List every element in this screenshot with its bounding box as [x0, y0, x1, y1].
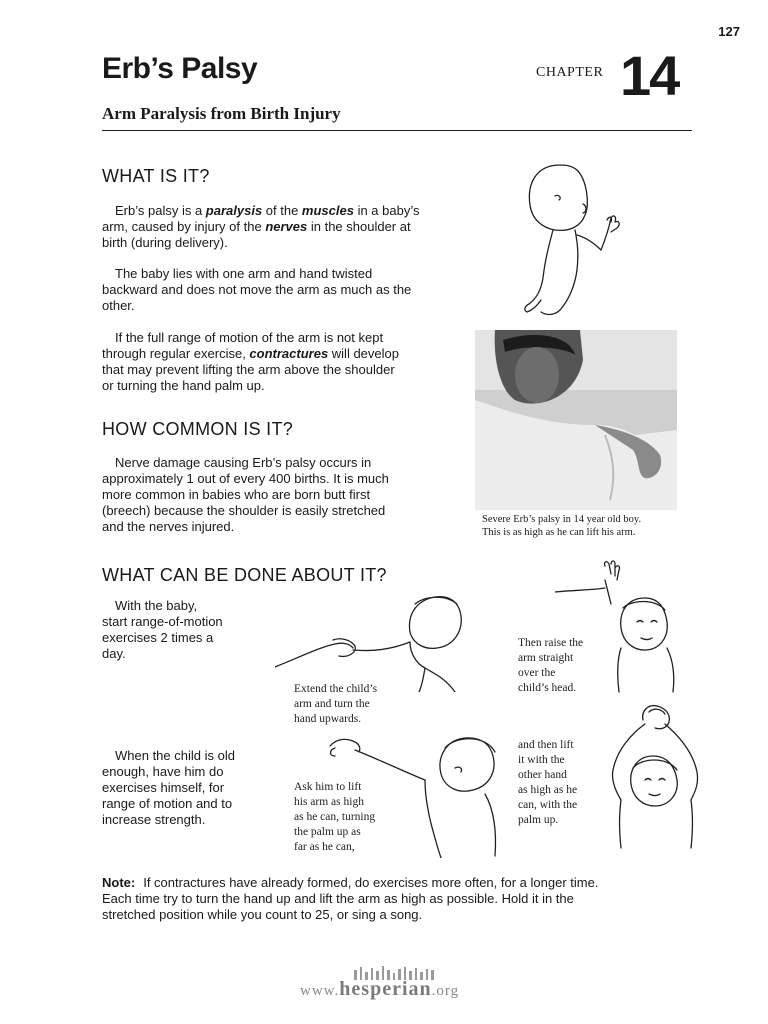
chapter-subtitle: Arm Paralysis from Birth Injury	[102, 104, 341, 123]
baby-illustration	[515, 160, 630, 320]
caption-raise: Then raise the arm straight over the child’s head.	[518, 637, 584, 694]
chapter-title: Erb’s Palsy	[102, 52, 258, 85]
header-divider	[102, 130, 692, 131]
paragraph-definition: Erb’s palsy is a paralysis of the muscles in a baby’s arm, caused by injury of the nerves in the shoulder at birth (during delivery).	[102, 203, 420, 250]
paragraph-frequency: Nerve damage causing Erb’s palsy occurs in approximately 1 out of every 400 births. It is much more common in babies who are born butt first (breech) because the shoulder is easily stretched and the nerves injured.	[102, 455, 389, 534]
chapter-number: 14	[620, 44, 679, 107]
paragraph-baby-exercises: With the baby, start range-of-motion exercises 2 times a day.	[102, 598, 223, 661]
paragraph-child-exercises: When the child is old enough, have him do exercises himself, for range of motion and to increase strength.	[102, 748, 235, 827]
paragraph-description: The baby lies with one arm and hand twisted backward and does not move the arm as much as the other.	[102, 266, 412, 313]
note-label: Note:	[102, 875, 136, 890]
footer-website-link[interactable]: www.hesperian.org	[300, 978, 460, 1000]
lift-both-arms-illustration	[605, 700, 705, 850]
extend-arm-illustration	[275, 592, 470, 692]
note-paragraph: Note: If contractures have already formed, do exercises more often, for a longer time. Each time try to turn the hand up and lift the arm as high as possible. Hold it in the stretched position while you count to 25, or sing a song.	[102, 875, 599, 922]
photo-caption: Severe Erb’s palsy in 14 year old boy. This is as high as he can lift his arm.	[482, 514, 642, 538]
boy-photo	[475, 330, 677, 510]
page-number: 127	[718, 24, 740, 39]
heading-what-is-it: WHAT IS IT?	[102, 166, 210, 186]
caption-extend: Extend the child’s arm and turn the hand upwards.	[294, 683, 378, 725]
heading-what-can-be-done: WHAT CAN BE DONE ABOUT IT?	[102, 565, 387, 585]
chapter-label: CHAPTER	[536, 65, 604, 80]
heading-how-common: HOW COMMON IS IT?	[102, 419, 294, 439]
caption-then-lift: and then lift it with the other hand as high as he can, with the palm up.	[518, 739, 578, 826]
caption-lift: Ask him to lift his arm as high as he can, turning the palm up as far as he can,	[294, 781, 376, 853]
paragraph-contractures: If the full range of motion of the arm is not kept through regular exercise, contractures will develop that may prevent lifting the arm above the shoulder or turning the hand palm up.	[102, 330, 399, 393]
